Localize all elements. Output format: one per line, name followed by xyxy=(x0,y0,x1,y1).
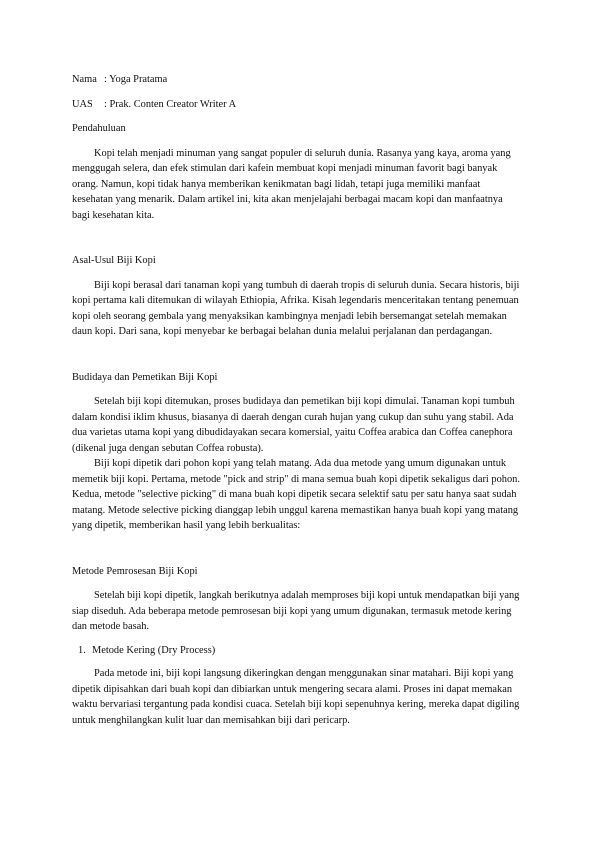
uas-value: : Prak. Conten Creator Writer A xyxy=(104,98,237,110)
cultivation-paragraph-1: Setelah biji kopi ditemukan, proses budidaya dan pemetikan biji kopi dimulai. Tanaman kopi tumbuh dalam kondisi iklim khusus, biasanya di daerah dengan curah hujan yang cukup dan suhu yang stabil. Ada dua varietas utama kopi yang dibudidayakan secara komersial, yaitu Coffea arabica dan Coffea canephora (dikenal juga dengan sebutan Coffea robusta). xyxy=(72,396,515,454)
processing-heading: Metode Pemrosesan Biji Kopi xyxy=(72,565,198,577)
name-label: Nama xyxy=(72,74,97,85)
list-item-label: Metode Kering (Dry Process) xyxy=(92,644,216,656)
cultivation-paragraph-2: Biji kopi dipetik dari pohon kopi yang telah matang. Ada dua metode yang umum digunakan untuk memetik biji kopi. Pertama, metode "pick and strip" di mana semua buah kopi dipetik sekaligus dari pohon. Kedua, metode "selective picking" di mana buah kopi dipetik secara selektif satu per satu hanya saat sudah matang. Metode selective picking dianggap lebih unggul karena memastikan hanya buah kopi yang matang yang dipetik, memberikan hasil yang lebih berkualitas: xyxy=(72,458,520,531)
processing-paragraph-1: Setelah biji kopi dipetik, langkah berikutnya adalah memproses biji kopi untuk mendapatkan biji yang siap diseduh. Ada beberapa metode pemrosesan biji kopi yang umum digunakan, termasuk metode kering dan metode basah. xyxy=(72,590,520,632)
list-item xyxy=(72,643,521,659)
processing-steps-list xyxy=(72,643,521,659)
intro-paragraph: Kopi telah menjadi minuman yang sangat populer di seluruh dunia. Rasanya yang kaya, aroma yang menggugah selera, dan efek stimulan dari kafein membuat kopi menjadi minuman favorit bagi banyak orang. Namun, kopi tidak hanya memberikan kenikmatan bagi lidah, tetapi juga memiliki manfaat kesehatan yang menarik. Dalam artikel ini, kita akan menjelajahi berbagai macam kopi dan manfaatnya bagi kesehatan kita. xyxy=(72,147,511,221)
uas-row xyxy=(72,97,521,113)
processing-paragraph-2: Pada metode ini, biji kopi langsung dikeringkan dengan menggunakan sinar matahari. Biji kopi yang dipetik dipisahkan dari buah kopi dan dibiarkan untuk mengering secara alami. Proses ini dapat memakan waktu bervariasi tergantung pada kondisi cuaca. Setelah biji kopi sepenuhnya kering, mereka dapat digiling untuk menghilangkan kulit luar dan memisahkan biji dari pericarp. xyxy=(72,668,520,726)
origin-heading: Asal-Usul Biji Kopi xyxy=(72,255,156,266)
name-row xyxy=(72,72,521,88)
list-item-number: 1. xyxy=(78,644,86,656)
cultivation-heading: Budidaya dan Pemetikan Biji Kopi xyxy=(72,371,218,383)
intro-heading: Pendahuluan xyxy=(72,123,126,134)
origin-paragraph: Biji kopi berasal dari tanaman kopi yang tumbuh di daerah tropis di seluruh dunia. Secara historis, biji kopi pertama kali ditemukan di wilayah Ethiopia, Afrika. Kisah legendaris menceritakan tentang penemuan kopi oleh seorang gembala yang menyaksikan kambingnya menjadi lebih bersemangat setelah memakan daun kopi. Dari sana, kopi menyebar ke berbagai belahan dunia melalui perjalanan dan perdagangan. xyxy=(72,279,520,337)
name-value: : Yoga Pratama xyxy=(104,74,168,85)
uas-label: UAS xyxy=(72,98,93,110)
